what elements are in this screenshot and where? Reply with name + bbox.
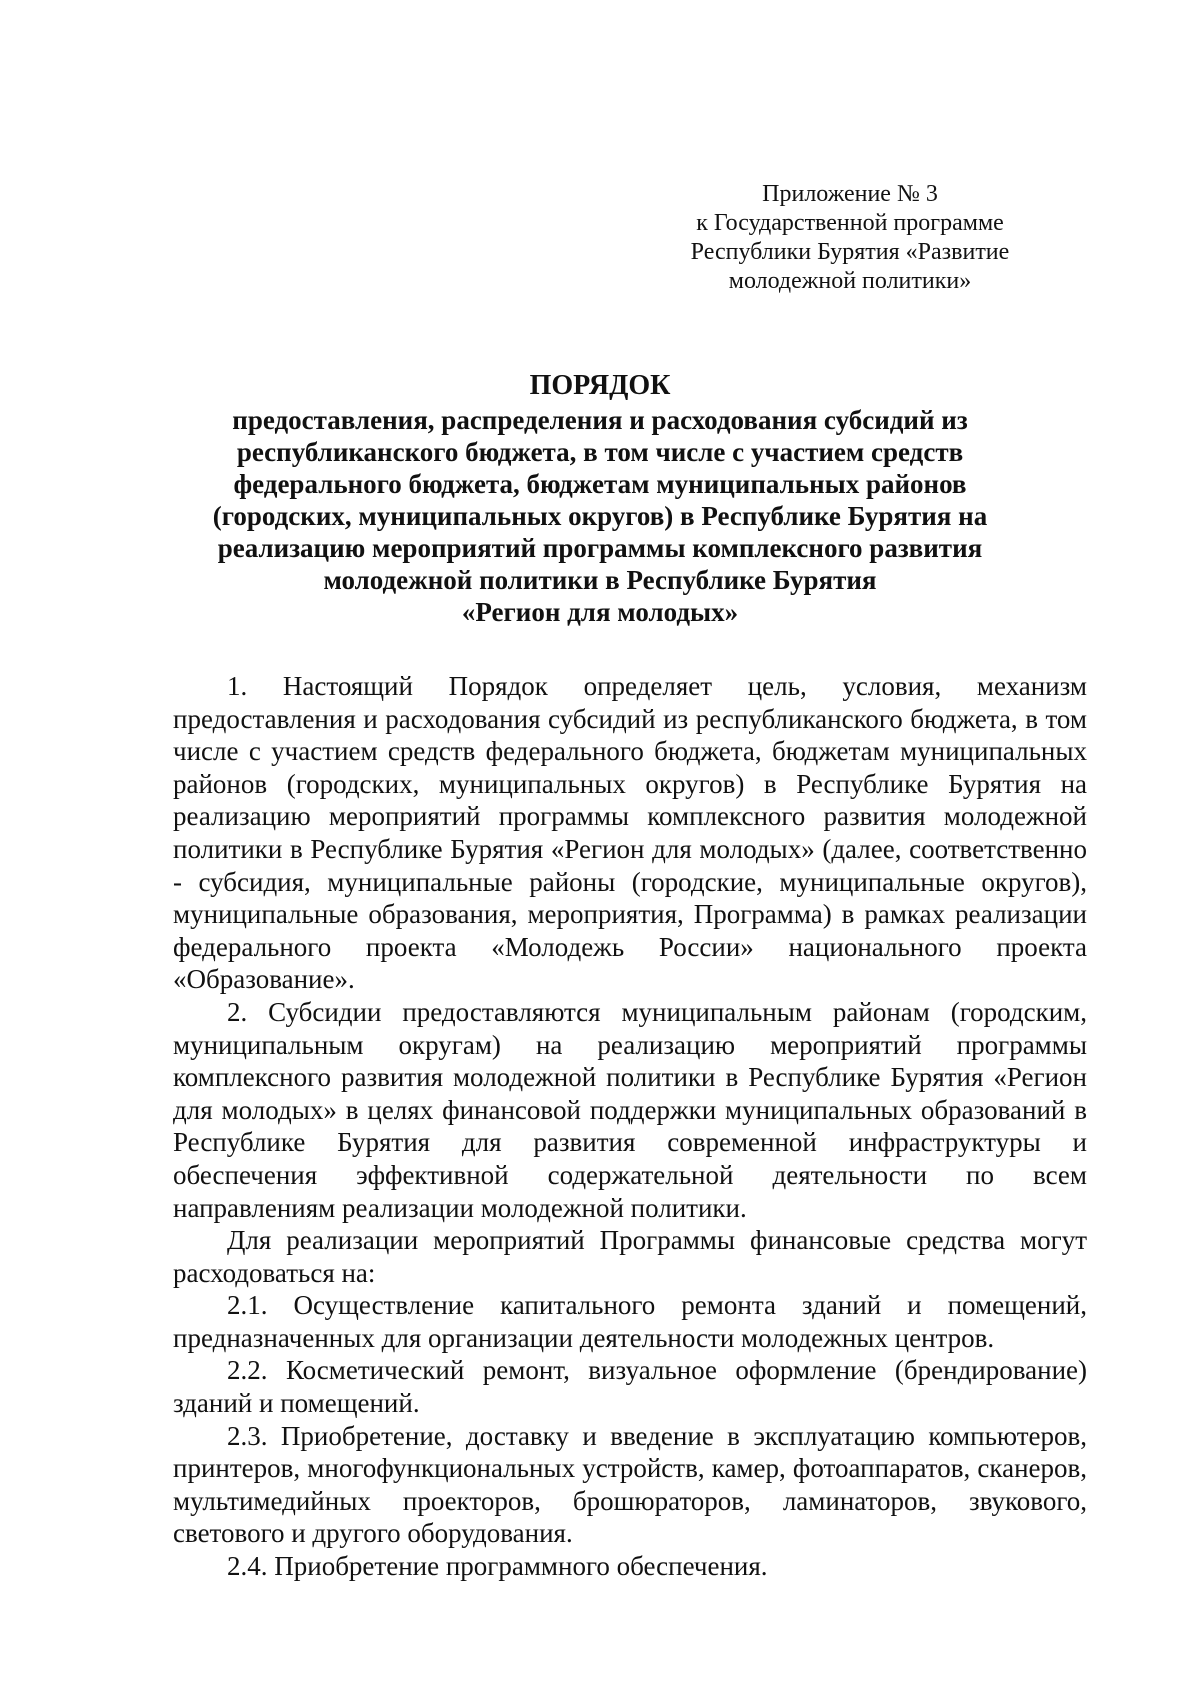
document-body: [173, 670, 1087, 1583]
paragraph-3: Для реализации мероприятий Программы финансовые средства могут расходоваться на:: [173, 1225, 1087, 1288]
title-line: предоставления, распределения и расходования субсидий из: [232, 405, 968, 435]
title-line: федерального бюджета, бюджетам муниципальных районов: [233, 469, 967, 499]
paragraph-2: 2. Субсидии предоставляются муниципальным районам (городским, муниципальным округам) на реализацию мероприятий программы комплексного развития молодежной политики в Республике Бурятия «Регион для молодых» в целях финансовой поддержки муниципальных образований в Республике Бурятия для развития современной инфраструктуры и обеспечения эффективной содержательной деятельности по всем направлениям реализации молодежной политики.: [173, 996, 1087, 1223]
title-line: реализацию мероприятий программы комплексного развития: [217, 533, 983, 563]
paragraph-2-2: 2.2. Косметический ремонт, визуальное оформление (брендирование) зданий и помещений.: [173, 1355, 1087, 1419]
title-line: (городских, муниципальных округов) в Республике Бурятия на: [212, 501, 988, 531]
paragraph-2-4: 2.4. Приобретение программного обеспечения.: [227, 1551, 768, 1582]
appendix-line-3: Республики Бурятия «Развитие: [690, 239, 1010, 265]
title-line: «Регион для молодых»: [461, 597, 739, 627]
appendix-note: [680, 180, 1020, 296]
appendix-line-4: молодежной политики»: [728, 268, 972, 294]
paragraph-2-3: 2.3. Приобретение, доставку и введение в эксплуатацию компьютеров, принтеров, многофункциональных устройств, камер, фотоаппаратов, сканеров, мультимедийных проекторов, брошюраторов, ламинаторов, звукового, светового и другого оборудования.: [173, 1420, 1087, 1549]
document-title: [150, 370, 1050, 628]
title-main: ПОРЯДОК: [529, 370, 671, 401]
title-line: республиканского бюджета, в том числе с участием средств: [236, 437, 964, 467]
paragraph-2-1: 2.1. Осуществление капитального ремонта зданий и помещений, предназначенных для организации деятельности молодежных центров.: [173, 1290, 1087, 1353]
appendix-line-1: Приложение № 3: [762, 181, 938, 207]
title-line: молодежной политики в Республике Бурятия: [323, 565, 877, 595]
paragraph-1: 1. Настоящий Порядок определяет цель, условия, механизм предоставления и расходования субсидий из республиканского бюджета, в том числе с участием средств федерального бюджета, бюджетам муниципальных районов (городских, муниципальных округов) в Республике Бурятия на реализацию мероприятий программы комплексного развития молодежной политики в Республике Бурятия «Регион для молодых» (далее, соответственно - субсидия, муниципальные районы (городские, муниципальные округов), муниципальные образования, мероприятия, Программа) в рамках реализации федерального проекта «Молодежь России» национального проекта «Образование».: [173, 671, 1087, 995]
appendix-line-2: к Государственной программе: [696, 210, 1004, 236]
